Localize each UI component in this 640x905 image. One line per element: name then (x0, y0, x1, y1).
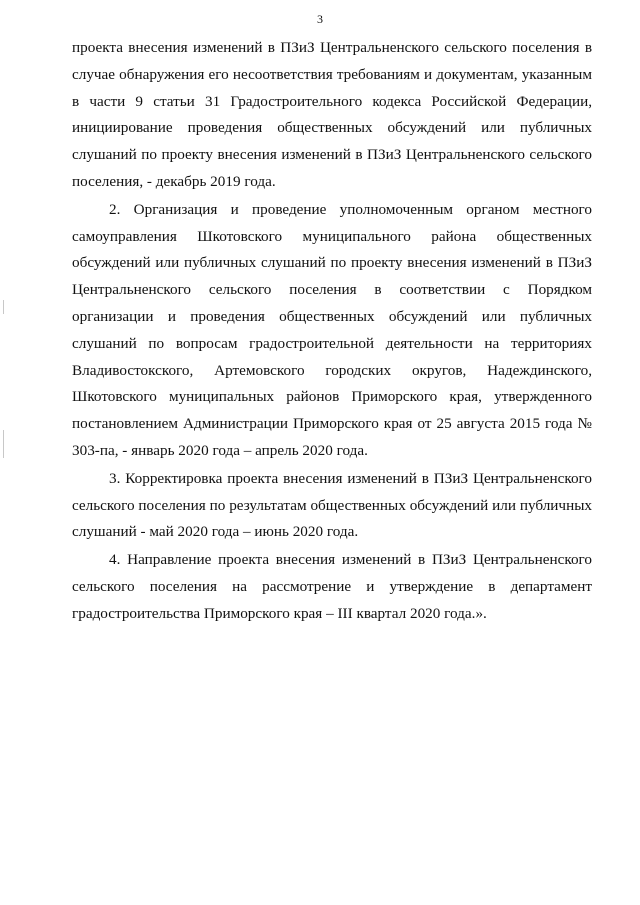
document-body (72, 35, 592, 628)
paragraph-item-3: 3. Корректировка проекта внесения изменений в ПЗиЗ Центральненского сельского поселения по результатам общественных обсуждений или публичных слушаний - май 2020 года – июнь 2020 года. (72, 469, 592, 541)
paragraph-item-4: 4. Направление проекта внесения изменений в ПЗиЗ Центральненского сельского поселения на рассмотрение и утверждение в департамент градостроительства Приморского края – III квартал 2020 года.». (72, 551, 592, 622)
scan-edge-mark (3, 430, 4, 458)
paragraph-continuation: проекта внесения изменений в ПЗиЗ Центральненского сельского поселения в случае обнаружения его несоответствия требованиям и документам, указанным в части 9 статьи 31 Градостроительного кодекса Российской Федерации, инициирование проведения общественных обсуждений или публичных слушаний по проекту внесения изменений в ПЗиЗ Центральненского сельского поселения, - декабрь 2019 года. (72, 39, 592, 190)
scan-edge-mark (3, 300, 4, 314)
page-number: 3 (317, 12, 323, 26)
paragraph-item-2: 2. Организация и проведение уполномоченным органом местного самоуправления Шкотовского муниципального района общественных обсуждений или публичных слушаний по проекту внесения изменений в ПЗиЗ Центральненского сельского поселения в соответствии с Порядком организации и проведения общественных обсуждений или публичных слушаний по вопросам градостроительной деятельности на территориях Владивостокского, Артемовского городских округов, Надеждинского, Шкотовского муниципальных районов Приморского края, утвержденного постановлением Администрации Приморского края от 25 августа 2015 года № 303-па, - январь 2020 года – апрель 2020 года. (72, 200, 592, 459)
